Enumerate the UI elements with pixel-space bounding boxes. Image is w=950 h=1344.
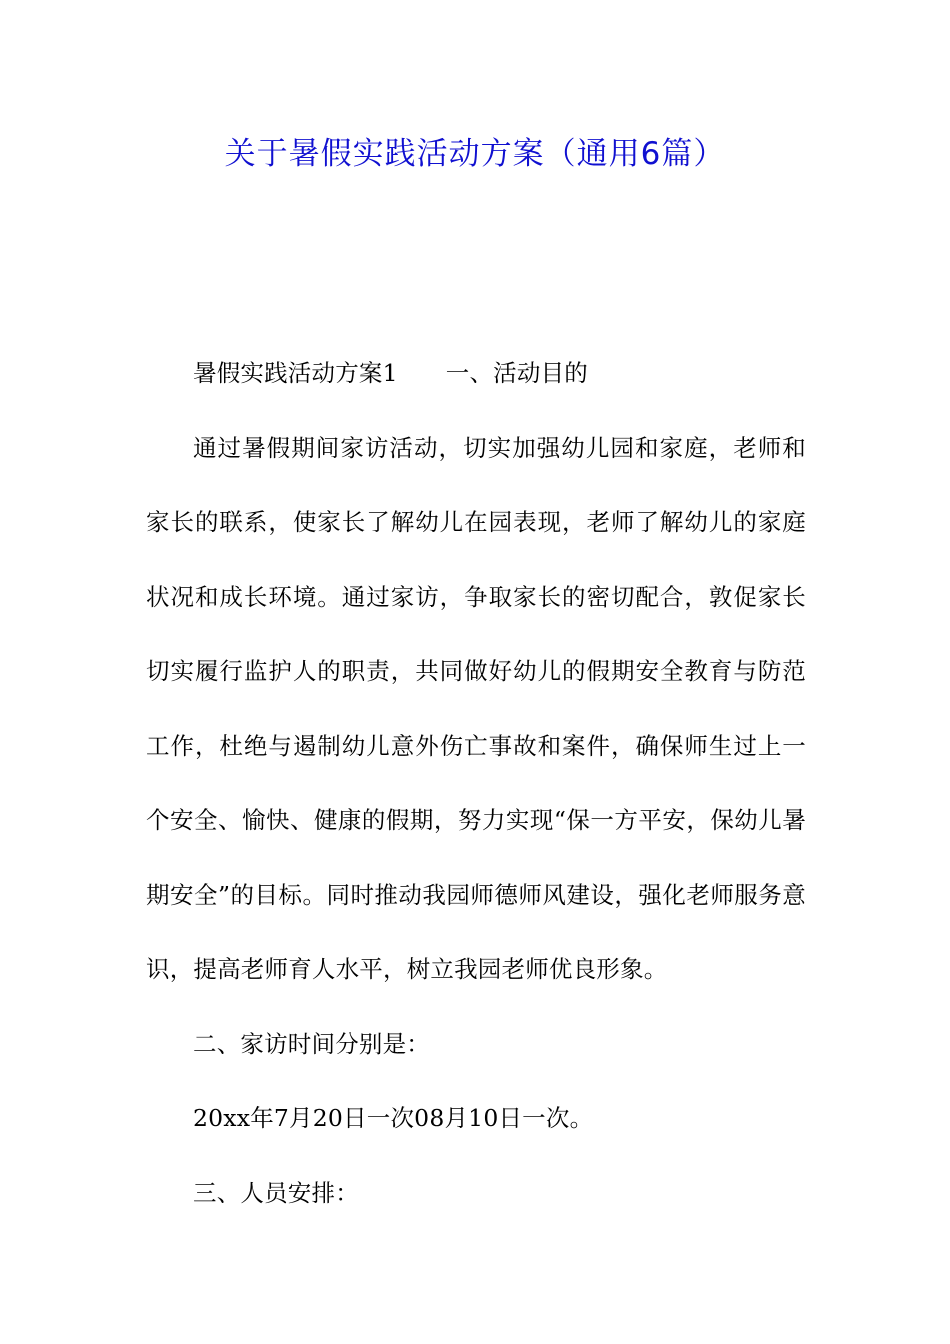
plan-heading-line [146, 336, 806, 411]
document-body [146, 336, 806, 1230]
visit-dates-paragraph: 20xx年7月20日一次08月10日一次。 [193, 1104, 594, 1132]
section-heading-staffing: 三、人员安排： [193, 1178, 359, 1207]
plan-label: 暑假实践活动方案1 [193, 359, 398, 387]
purpose-paragraph: 通过暑假期间家访活动，切实加强幼儿园和家庭，老师和家长的联系，使家长了解幼儿在园表现，老师了解幼儿的家庭状况和成长环境。通过家访，争取家长的密切配合，敦促家长切实履行监护人的职责，共同做好幼儿的假期安全教育与防范工作，杜绝与遏制幼儿意外伤亡事故和案件，确保师生过上一个安全、愉快、健康的假期，努力实现“保一方平安，保幼儿暑期安全”的目标。同时推动我园师德师风建设，强化老师服务意识，提高老师育人水平，树立我园老师优良形象。 [146, 433, 806, 983]
section-heading-visit-time: 二、家访时间分别是： [193, 1029, 430, 1058]
section-heading-purpose: 一、活动目的 [445, 359, 588, 387]
document-title: 关于暑假实践活动方案（通用6篇） [224, 136, 726, 172]
